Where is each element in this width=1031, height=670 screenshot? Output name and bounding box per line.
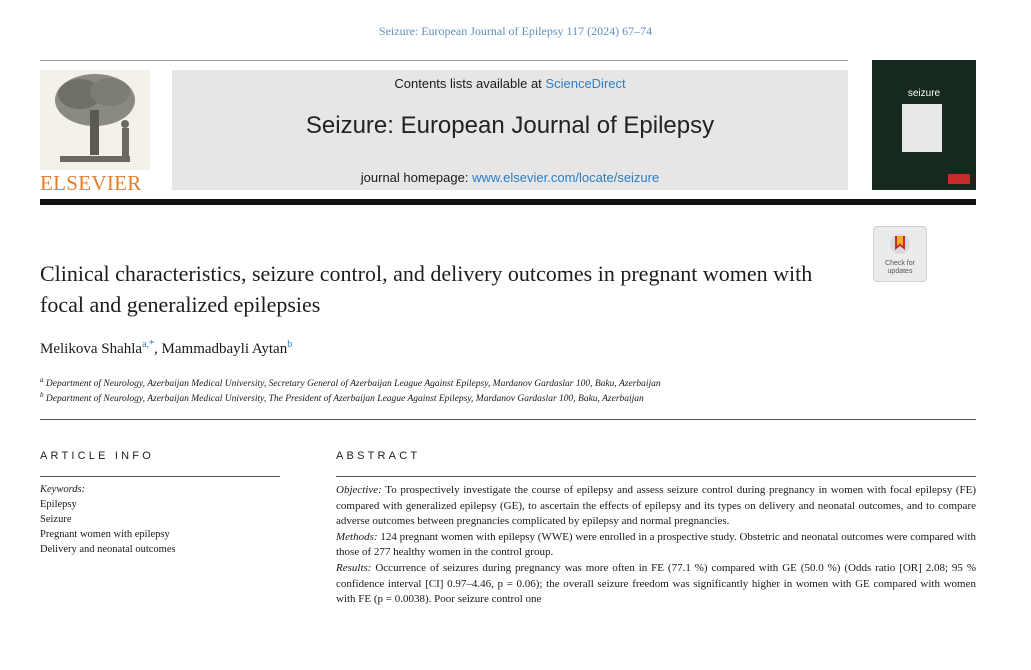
check-label-line1: Check for <box>885 260 915 267</box>
homepage-prefix: journal homepage: <box>360 170 469 185</box>
results-text: Occurrence of seizures during pregnancy was more often in FE (77.1 %) compared with GE (50.0 %) (Odds ratio [OR] 2.08; 95 % confidence interval [CI] 0.97–4.46, p = 0.06); the overall seizure freedom was significantly higher in women with GE compared with women with FE (p = 0.0038). Poor seizure control one <box>336 561 976 606</box>
journal-banner <box>172 70 848 190</box>
cover-title: seizure <box>907 88 941 99</box>
section-divider <box>40 419 976 420</box>
objective-label: Objective: <box>336 484 382 496</box>
article-info-rule <box>40 476 280 477</box>
homepage-link[interactable]: www.elsevier.com/locate/seizure <box>472 170 660 185</box>
keyword: Delivery and neonatal outcomes <box>40 544 176 555</box>
journal-title: Seizure: European Journal of Epilepsy <box>305 112 715 139</box>
results-label: Results: <box>336 561 372 574</box>
author-name[interactable]: Melikova Shahla <box>40 341 143 357</box>
cover-publisher-badge <box>948 174 970 184</box>
abstract-heading: ABSTRACT <box>336 450 421 462</box>
cover-illustration <box>902 104 942 152</box>
bookmark-icon <box>874 227 926 259</box>
contents-line <box>172 76 848 91</box>
author-list: Melikova Shahla$^{a,*}$, Mammadbayli Aytan$^b$ <box>40 339 293 357</box>
objective-text: To prospectively investigate the course of epilepsy and assess seizure control during pregnancy in women with focal epilepsy (FE) compared with generalized epilepsy (GE), to ascertain the effects of epilepsy and its types on delivery and neonatal outcomes, and to compare adverse outcomes between pregnancies complicated by epilepsy and normal pregnancies. <box>336 484 977 528</box>
keyword: Epilepsy <box>40 499 77 510</box>
affiliation-text: Department of Neurology, Azerbaijan Medical University, Secretary General of Azerbaijan League Against Epilepsy, Mardanov Gardaslar 100, Baku, Azerbaijan <box>45 379 661 390</box>
abstract-body <box>336 483 976 608</box>
author-affiliation-mark[interactable]: a,* <box>142 339 155 350</box>
abstract-rule <box>336 476 976 477</box>
header-thick-rule <box>40 199 976 205</box>
check-for-updates-button[interactable] <box>873 226 927 282</box>
header-rule <box>40 60 848 61</box>
methods-label: Methods: <box>336 530 378 543</box>
affiliation-mark: a <box>40 376 44 384</box>
affiliation <box>40 391 644 404</box>
journal-cover[interactable] <box>872 60 976 190</box>
article-title: Clinical characteristics, seizure control, and delivery outcomes in pregnant women with focal and generalized epilepsies <box>40 261 813 317</box>
publisher-name: ELSEVIER <box>40 171 142 195</box>
affiliation-mark: b <box>40 391 44 399</box>
check-label-line2: updates <box>887 268 913 275</box>
abstract-methods <box>336 530 976 561</box>
author-name[interactable]: Mammadbayli Aytan <box>161 341 288 357</box>
abstract-results <box>336 561 976 608</box>
affiliation-text: Department of Neurology, Azerbaijan Medical University, The President of Azerbaijan League Against Epilepsy, Mardanov Gardaslar 100, Baku, Azerbaijan <box>45 394 644 405</box>
contents-prefix: Contents lists available at <box>394 76 542 91</box>
abstract-objective <box>336 483 976 530</box>
sciencedirect-link[interactable]: ScienceDirect <box>545 76 626 91</box>
affiliation <box>40 376 661 389</box>
keywords-label: Keywords: <box>40 484 86 495</box>
article-info-heading: ARTICLE INFO <box>40 450 154 462</box>
keyword: Seizure <box>40 514 72 525</box>
homepage-line <box>172 170 848 185</box>
methods-text: 124 pregnant women with epilepsy (WWE) were enrolled in a prospective study. Obstetric and neonatal outcomes were compared with those of 277 healthy women in the control group. <box>336 530 977 559</box>
keyword: Pregnant women with epilepsy <box>40 529 170 540</box>
author-affiliation-mark[interactable]: b <box>287 339 293 350</box>
running-header: Seizure: European Journal of Epilepsy 117 (2024) 67–74 <box>378 24 653 38</box>
